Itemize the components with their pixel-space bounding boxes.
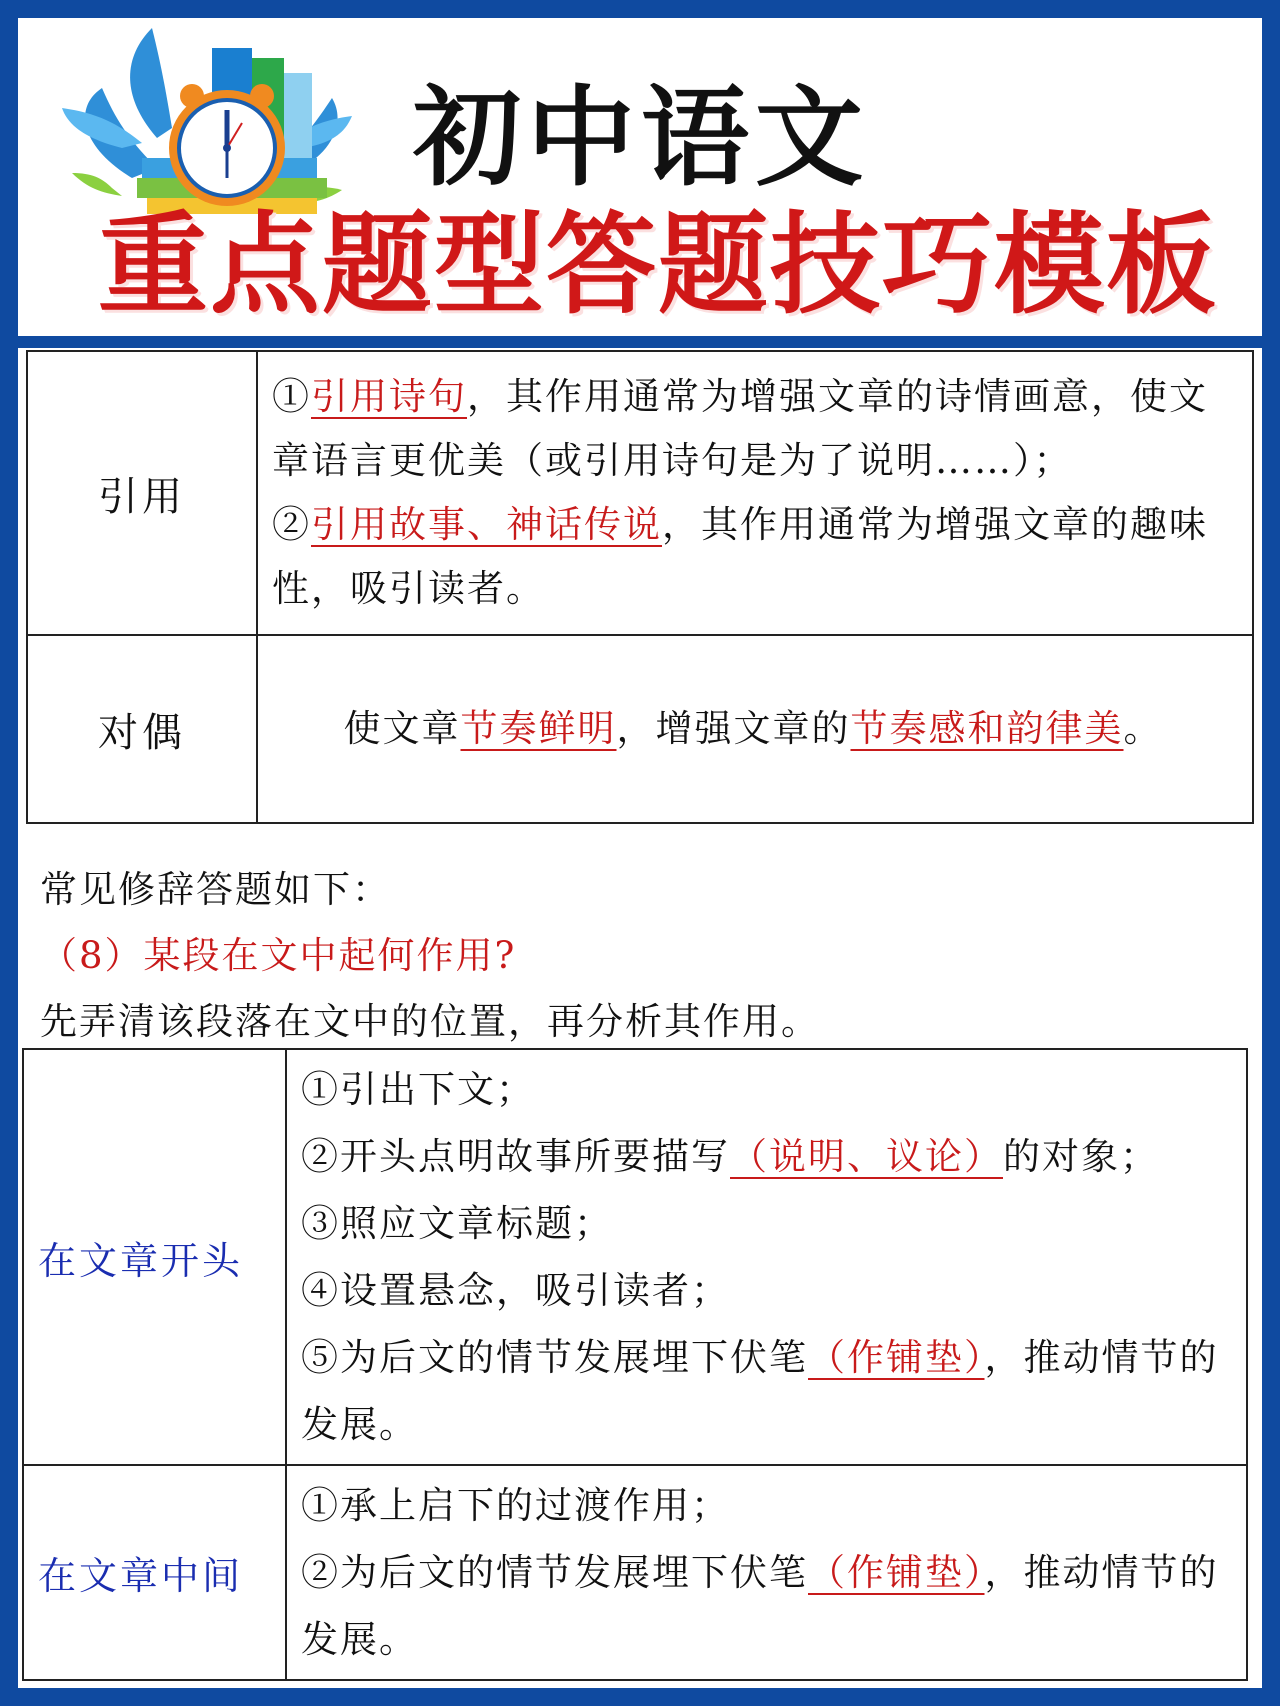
list-item: ①引出下文； [301,1068,535,1111]
table-row [27,351,1253,635]
row-content-antithesis [257,635,1253,823]
highlight-text: 引用诗句 [311,375,467,418]
body-text: 使文章 [343,707,461,750]
section-question: （8）某段在文中起何作用? [40,934,517,977]
list-item: ④设置悬念，吸引读者； [301,1269,730,1312]
highlight-text: （作铺垫） [808,1551,985,1594]
list-item [301,1539,1232,1673]
highlight-text: 引用故事、神话传说 [311,503,662,546]
list-item: ①承上启下的过渡作用； [301,1484,730,1527]
section-description: 先弄清该段落在文中的位置，再分析其作用。 [40,1000,820,1043]
highlight-text: 节奏鲜明 [460,707,617,750]
books-alarm-clock-icon [62,28,352,228]
body-text: ②为后文的情节发展埋下伏笔 [301,1551,808,1594]
body-text: ，增强文章的 [616,707,851,750]
body-text: 。 [1123,707,1163,750]
body-text: ，其作用通常为增强文章的趣味性，吸引读者。 [272,503,1208,610]
row-content-middle [286,1465,1247,1680]
row-content-quote [257,351,1253,635]
list-item [301,1324,1232,1458]
row-label-antithesis: 对偶 [27,635,257,823]
table-row [27,635,1253,823]
paragraph-role-table [22,1048,1248,1681]
header-divider [18,336,1262,348]
body-text: ，其作用通常为增强文章的诗情画意，使文章语言更优美（或引用诗句是为了说明……）； [272,375,1208,482]
highlight-text: 节奏感和韵律美 [850,707,1124,750]
body-text: ，推动情节的发展。 [301,1551,1219,1661]
table-row [23,1049,1247,1465]
title-line-2: 重点题型答题技巧模板 [98,201,1218,329]
rhetoric-table [26,350,1254,824]
row-label-beginning: 在文章开头 [23,1049,286,1465]
body-text: ②开头点明故事所要描写 [301,1135,730,1178]
table-row [23,1465,1247,1680]
section-intro: 常见修辞答题如下： [40,868,391,911]
body-text: 的对象； [1003,1135,1159,1178]
list-item: ③照应文章标题； [301,1202,613,1245]
highlight-text: （作铺垫） [808,1336,985,1379]
page-frame [18,18,1262,1688]
row-content-beginning [286,1049,1247,1465]
title-line-1: 初中语文 [413,76,870,201]
list-item [301,1123,1232,1190]
header [18,18,1262,336]
item-number: ① [272,375,311,418]
row-label-middle: 在文章中间 [23,1465,286,1680]
body-text: ，推动情节的发展。 [301,1336,1219,1446]
item-number: ② [272,503,311,546]
body-text: ⑤为后文的情节发展埋下伏笔 [301,1336,808,1379]
row-label-quote: 引用 [27,351,257,635]
highlight-text: （说明、议论） [730,1135,1003,1178]
